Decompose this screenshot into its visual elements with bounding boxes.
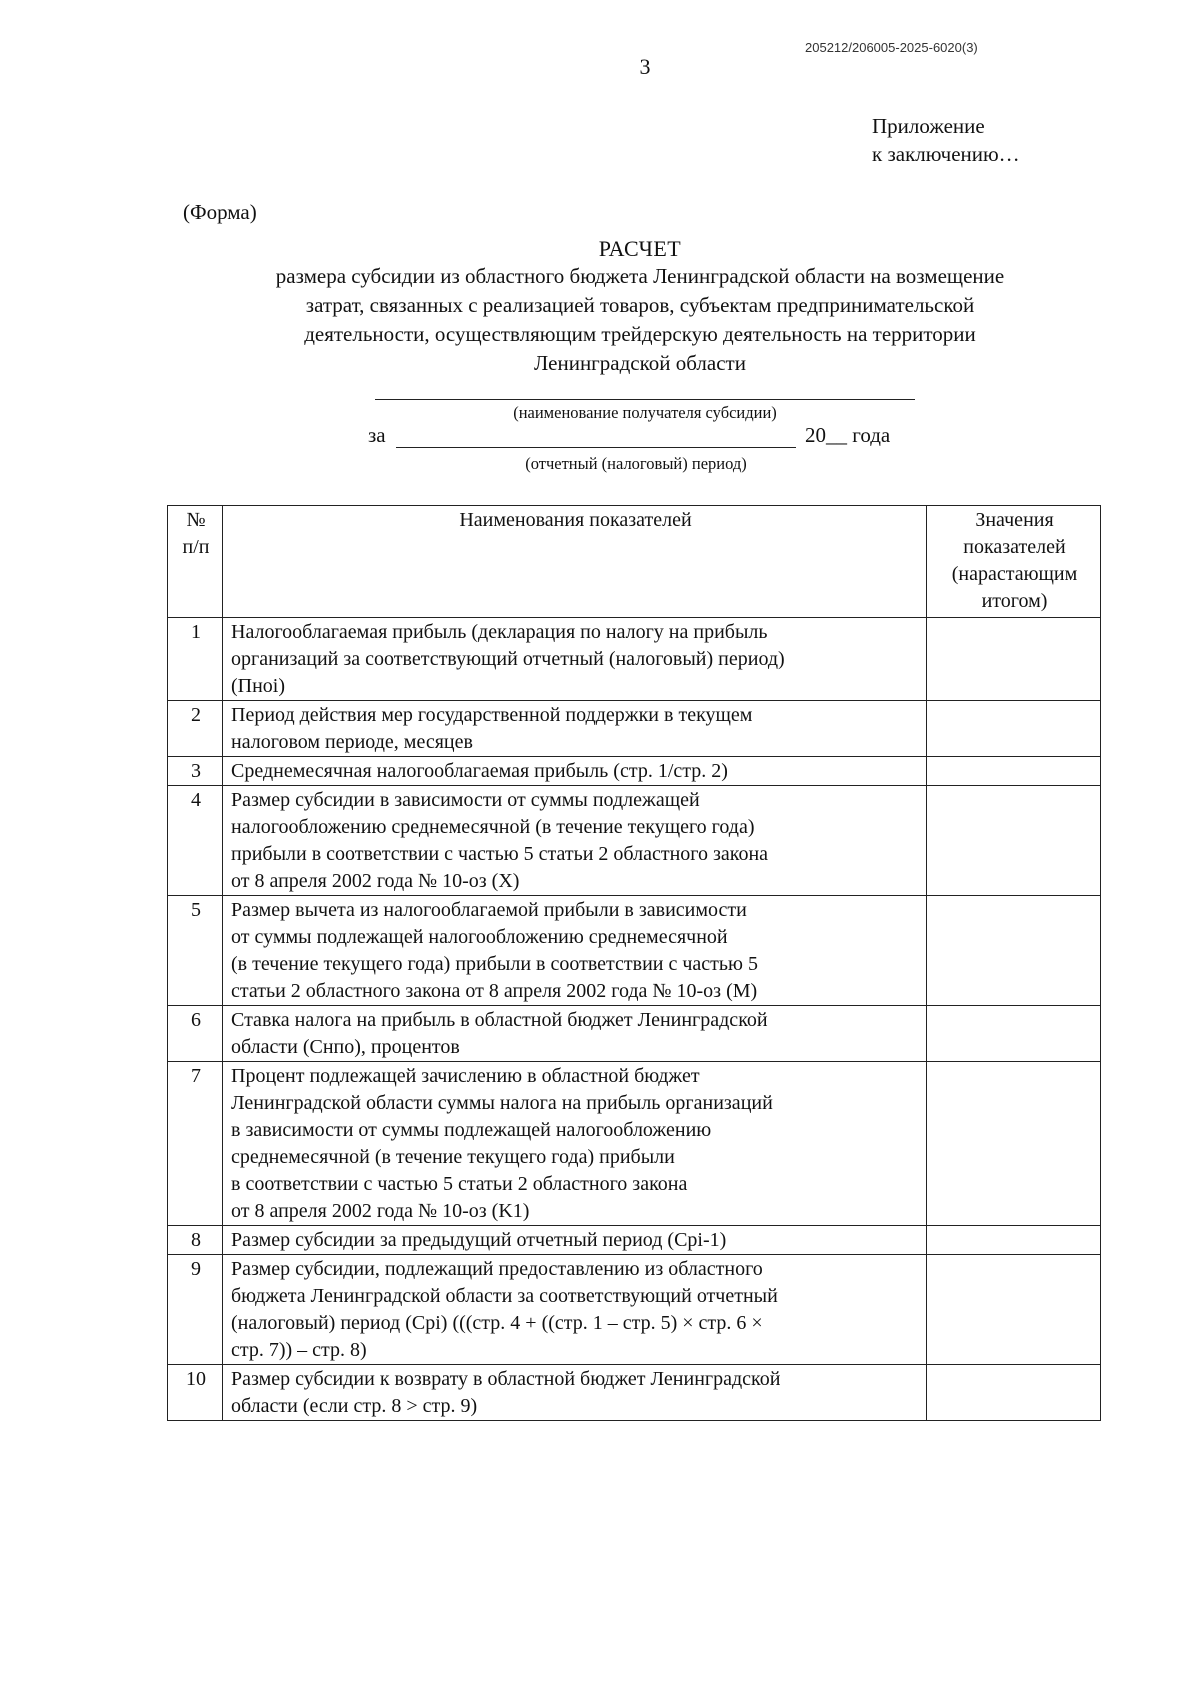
header-number-line-2: п/п [182, 536, 210, 558]
document-subtitle [160, 262, 1120, 378]
indicator-text-line: Размер субсидии к возврату в областной бюджет Ленинградской [231, 1368, 781, 1390]
row-indicator-name [223, 757, 927, 786]
row-value-cell [927, 1365, 1101, 1421]
subtitle-line-3: деятельности, осуществляющим трейдерскую деятельность на территории [304, 322, 976, 346]
row-indicator-name [223, 1226, 927, 1255]
row-value-cell [927, 896, 1101, 1006]
row-number: 8 [168, 1226, 223, 1255]
table-row [168, 1226, 1101, 1255]
period-line [396, 447, 796, 448]
row-number: 3 [168, 757, 223, 786]
header-value-line-4: итогом) [981, 590, 1048, 612]
row-indicator-name [223, 896, 927, 1006]
indicator-text-line: от 8 апреля 2002 года № 10-оз (K1) [231, 1200, 530, 1222]
row-indicator-name [223, 1365, 927, 1421]
indicator-text-line: Размер субсидии в зависимости от суммы подлежащей [231, 789, 700, 811]
table-row [168, 757, 1101, 786]
table-body [168, 618, 1101, 1421]
indicator-text-line: области (если стр. 8 > стр. 9) [231, 1395, 478, 1417]
table-row [168, 1365, 1101, 1421]
row-value-cell [927, 618, 1101, 701]
indicator-text-line: от 8 апреля 2002 года № 10-оз (X) [231, 870, 520, 892]
row-number: 7 [168, 1062, 223, 1226]
row-number: 6 [168, 1006, 223, 1062]
document-id: 205212/206005-2025-6020(3) [805, 40, 978, 55]
indicator-text-line: в зависимости от суммы подлежащей налогообложению [231, 1119, 712, 1141]
period-caption: (отчетный (налоговый) период) [525, 454, 747, 473]
table-row [168, 1006, 1101, 1062]
indicator-text-line: прибыли в соответствии с частью 5 статьи 2 областного закона [231, 843, 769, 865]
indicator-text-line: статьи 2 областного закона от 8 апреля 2002 года № 10-оз (М) [231, 980, 758, 1002]
indicator-text-line: Ставка налога на прибыль в областной бюджет Ленинградской [231, 1009, 768, 1031]
row-value-cell [927, 757, 1101, 786]
header-value-cell [927, 506, 1101, 618]
row-number: 5 [168, 896, 223, 1006]
table-row [168, 786, 1101, 896]
header-value-line-1: Значения [975, 509, 1054, 531]
recipient-caption: (наименование получателя субсидии) [513, 403, 777, 422]
row-number: 9 [168, 1255, 223, 1365]
indicator-text-line: области (Снпо), процентов [231, 1036, 460, 1058]
row-indicator-name [223, 1006, 927, 1062]
header-number-line-1: № [186, 509, 206, 531]
row-number: 1 [168, 618, 223, 701]
indicator-text-line: Период действия мер государственной поддержки в текущем [231, 704, 753, 726]
header-number-cell [168, 506, 223, 618]
row-value-cell [927, 786, 1101, 896]
form-label: (Форма) [183, 200, 257, 224]
indicator-text-line: Ленинградской области суммы налога на прибыль организаций [231, 1092, 773, 1114]
table-row [168, 1062, 1101, 1226]
appendix-line-1: Приложение [872, 114, 985, 138]
row-indicator-name [223, 1255, 927, 1365]
indicator-text-line: (налоговый) период (Срi) (((стр. 4 + ((стр. 1 – стр. 5) × стр. 6 × [231, 1312, 763, 1334]
header-value-line-2: показателей [963, 536, 1066, 558]
subtitle-line-4: Ленинградской области [534, 351, 746, 375]
row-number: 10 [168, 1365, 223, 1421]
row-indicator-name [223, 1062, 927, 1226]
row-indicator-name [223, 618, 927, 701]
indicator-text-line: Среднемесячная налогооблагаемая прибыль (стр. 1/стр. 2) [231, 760, 728, 782]
header-value-line-3: (нарастающим [951, 563, 1078, 585]
row-value-cell [927, 1062, 1101, 1226]
indicator-text-line: от суммы подлежащей налогообложению среднемесячной [231, 926, 728, 948]
indicator-text-line: бюджета Ленинградской области за соответствующий отчетный [231, 1285, 778, 1307]
indicator-text-line: организаций за соответствующий отчетный (налоговый) период) [231, 648, 785, 670]
indicator-text-line: налоговом периоде, месяцев [231, 731, 473, 753]
subtitle-line-2: затрат, связанных с реализацией товаров, субъектам предпринимательской [305, 293, 975, 317]
row-value-cell [927, 1006, 1101, 1062]
indicator-text-line: налогообложению среднемесячной (в течение текущего года) [231, 816, 755, 838]
row-indicator-name [223, 701, 927, 757]
indicator-text-line: (Пноi) [231, 675, 286, 697]
table-row [168, 896, 1101, 1006]
indicator-text-line: Налогооблагаемая прибыль (декларация по налогу на прибыль [231, 621, 768, 643]
row-value-cell [927, 1255, 1101, 1365]
recipient-name-line [375, 399, 915, 400]
period-year: 20__ года [805, 423, 891, 447]
document-title: РАСЧЕТ [598, 236, 682, 261]
table-row [168, 701, 1101, 757]
row-number: 4 [168, 786, 223, 896]
row-value-cell [927, 1226, 1101, 1255]
indicator-text-line: (в течение текущего года) прибыли в соответствии с частью 5 [231, 953, 758, 975]
row-number: 2 [168, 701, 223, 757]
row-indicator-name [223, 786, 927, 896]
table-row [168, 618, 1101, 701]
header-name-cell: Наименования показателей [223, 506, 927, 618]
table-row [168, 1255, 1101, 1365]
indicator-text-line: Процент подлежащей зачислению в областной бюджет [231, 1065, 700, 1087]
indicator-text-line: Размер субсидии за предыдущий отчетный период (Срi-1) [231, 1229, 727, 1251]
period-prefix: за [368, 423, 386, 447]
row-value-cell [927, 701, 1101, 757]
appendix-note [872, 112, 1020, 168]
indicator-text-line: Размер вычета из налогооблагаемой прибыли в зависимости [231, 899, 747, 921]
table-header-row [168, 506, 1101, 618]
appendix-line-2: к заключению… [872, 142, 1020, 166]
indicator-text-line: среднемесячной (в течение текущего года) прибыли [231, 1146, 675, 1168]
subtitle-line-1: размера субсидии из областного бюджета Ленинградской области на возмещение [275, 264, 1005, 288]
indicator-text-line: в соответствии с частью 5 статьи 2 областного закона [231, 1173, 688, 1195]
indicator-text-line: Размер субсидии, подлежащий предоставлению из областного [231, 1258, 763, 1280]
page-number: 3 [639, 54, 651, 79]
indicator-text-line: стр. 7)) – стр. 8) [231, 1339, 367, 1361]
indicators-table [167, 505, 1101, 1421]
